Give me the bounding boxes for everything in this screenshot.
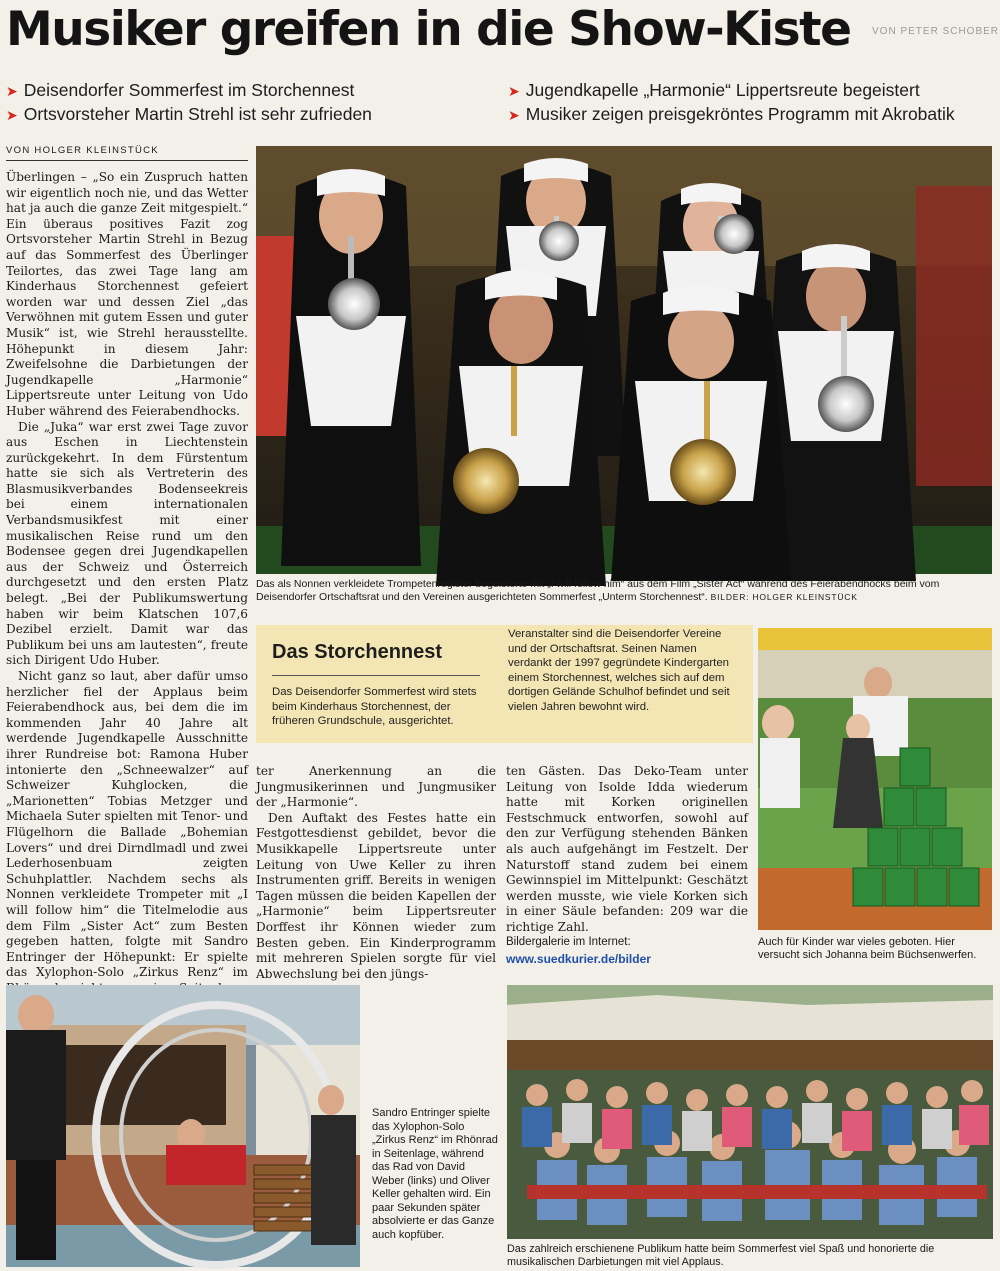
paragraph: Nicht ganz so laut, aber dafür umso herzlicher fiel der Applaus beim Feierabendhock aus, bei dem die im kommenden Jahr 40 Jahre alt werdende Jugendkapelle Ausschnitte ihrer Rundreise bot: Ramona Huber intonierte den „Schneewalzer“ auf Schweizer Kuhglocken, die „Marionetten“ Tobias Metzger und Michaela Suter spielten mit Tenor- und Flügelhorn die Ballade „Bohemian Lovers“ und drei Dirndlmadl und zwei Lederhosenbuam zeigten Schuhplattler. Nachdem sechs als Nonnen verkleidete Trompeter mit „I will follow him“ die Titelmelodie aus dem Film „Sister Act“ zum Besten gegeben hatten, folgte mit Sandro Entringer der Höhepunkt: Er spielte das Xylophon-Solo „Zirkus Renz“ im xyxy=(6,669,248,980)
photo-nuns-trumpets xyxy=(256,146,992,574)
infobox-storchennest xyxy=(256,625,753,743)
paragraph: ter Anerkennung an die Jungmusikerinnen und Jungmusiker der „Harmonie“. xyxy=(256,764,496,810)
adjacent-article-byline: VON PETER SCHOBER xyxy=(872,26,1000,37)
caption-wheel-photo: Sandro Entringer spielte das Xylophon-Solo „Zirkus Renz“ im Rhönrad in Seitenlage, während das Rad von David Weber (links) und Oliver Keller gehalten wird. Ein paar Sekunden später absolvierte er das Ganze auch kopfüber. xyxy=(372,1107,498,1241)
subhead-2 xyxy=(6,104,372,125)
subhead-text: Musiker zeigen preisgekröntes Programm mit Akrobatik xyxy=(525,104,955,124)
byline: VON HOLGER KLEINSTÜCK xyxy=(6,145,159,156)
paragraph: ten Gästen. Das Deko-Team unter Leitung von Isolde Idda wiederum hatte mit Korken originellen Festschmuck entworfen, sowohl auf den zur Verfügung stehenden Bänken als auch aufgehängt im Festzelt. Der Naturstoff stand zudem bei einem Gewinnspiel im Mittelpunkt: Geschätzt werden musste, wie viele Korken sich in einer Säule befanden: 209 war die richtige Zahl. xyxy=(506,764,748,934)
arrow-icon: ➤ xyxy=(508,107,520,123)
arrow-icon: ➤ xyxy=(6,83,18,99)
subhead-text: Ortsvorsteher Martin Strehl ist sehr zufrieden xyxy=(23,104,372,124)
infobox-text-left: Das Deisendorfer Sommerfest wird stets beim Kinderhaus Storchennest, der früheren Grundschule, ausgerichtet. xyxy=(272,686,477,727)
byline-rule xyxy=(6,160,248,161)
infobox-rule xyxy=(272,675,480,676)
article-column-1 xyxy=(6,170,248,980)
photo-rhoenrad-xylophone xyxy=(6,985,360,1267)
photo-credit: BILDER: HOLGER KLEINSTÜCK xyxy=(710,592,858,602)
arrow-icon: ➤ xyxy=(508,83,520,99)
infobox-title: Das Storchennest xyxy=(272,641,443,663)
caption-text: Das als Nonnen verkleidete Trompetenregister begeisterte mit „I will follow him“ aus dem Film „Sister Act“ während des Feierabendhocks beim vom Deisendorfer Ortschaftsrat und den Vereinen ausgerichteten Sommerfest „Unterm Storchennest“. xyxy=(256,578,940,603)
subhead-1 xyxy=(6,80,354,101)
subhead-3 xyxy=(508,80,920,101)
paragraph: Überlingen – „So ein Zuspruch hatten wir eigentlich noch nie, und das Wetter hat ja auch die ganze Zeit mitgespielt.“ Ein überaus positives Fazit zog Ortsvorsteher Martin Strehl in Bezug auf das Sommerfest des Überlinger Teilortes, das zwei Tage lang am Kinderhaus Storchennest gefeiert worden war und dessen Ziel „das Verwöhnen mit gutem Essen und guter Musik“ ist, wie Strehl herausstellte. Höhepunkt in diesem Jahr: Zweifelsohne die Darbietungen der Jugendkapelle „Harmonie“ Lippertsreute unter Leitung von Udo Huber während des Feierabendhocks. xyxy=(6,170,248,418)
headline: Musiker greifen in die Show-Kiste xyxy=(6,2,851,57)
gallery-link[interactable]: www.suedkurier.de/bilder xyxy=(506,952,651,966)
paragraph: Die „Juka“ war erst zwei Tage zuvor aus Eschen in Liechtenstein zurückgekehrt. In dem Fürstentum hatte sie sich als Vertreterin des Blasmusikverbandes Bodenseekreis bei einem internationalen Verbandsmusikfest mit einer musikalischen Reise rund um den Bodensee gegen drei Jugendkapellen aus der Schweiz und Österreich durchgesetzt und den ersten Platz belegt. „Bei der Publikumswertung haben wir beim Klatschen 107,6 Dezibel erzielt. Damit war das Publikum bei uns am lautesten“, freute sich Dirigent Udo Huber. xyxy=(6,419,248,668)
article-column-2 xyxy=(256,764,496,981)
subhead-text: Deisendorfer Sommerfest im Storchennest xyxy=(23,80,355,100)
subhead-text: Jugendkapelle „Harmonie“ Lippertsreute begeistert xyxy=(525,80,920,100)
subhead-4 xyxy=(508,104,955,125)
arrow-icon: ➤ xyxy=(6,107,18,123)
gallery-label: Bildergalerie im Internet: xyxy=(506,936,631,948)
caption-kids-photo: Auch für Kinder war vieles geboten. Hier versucht sich Johanna beim Büchsenwerfen. xyxy=(758,936,977,961)
paragraph: Den Auftakt des Festes hatte ein Festgottesdienst gebildet, bevor die Musikkapelle Lippertsreute unter Leitung von Uwe Keller zu ihren Instrumenten griff. Bereits in wenigen Tagen müssen die beiden Kapellen der „Harmonie“ beim Lippertsreuter Dorffest ihr Können wieder zum Besten geben. Ein Kinderprogramm mit mehreren Spielen sorgte für viel Abwechslung bei den jüngs- xyxy=(256,810,496,981)
caption-main-photo xyxy=(256,578,992,604)
caption-audience-photo: Das zahlreich erschienene Publikum hatte beim Sommerfest viel Spaß und honorierte die musikalischen Darbietungen mit viel Applaus. xyxy=(507,1243,935,1268)
photo-audience xyxy=(507,985,993,1239)
infobox-text-right: Veranstalter sind die Deisendorfer Vereine und der Ortschaftsrat. Seinen Namen verdankt der 1997 gegründete Kindergarten einem Storchennest, welches sich auf dem dortigen Gelände Schulhof befindet und seit vielen Jahren bewohnt wird. xyxy=(508,628,730,713)
article-column-3 xyxy=(506,764,748,934)
photo-kids-can-throwing xyxy=(758,628,992,930)
